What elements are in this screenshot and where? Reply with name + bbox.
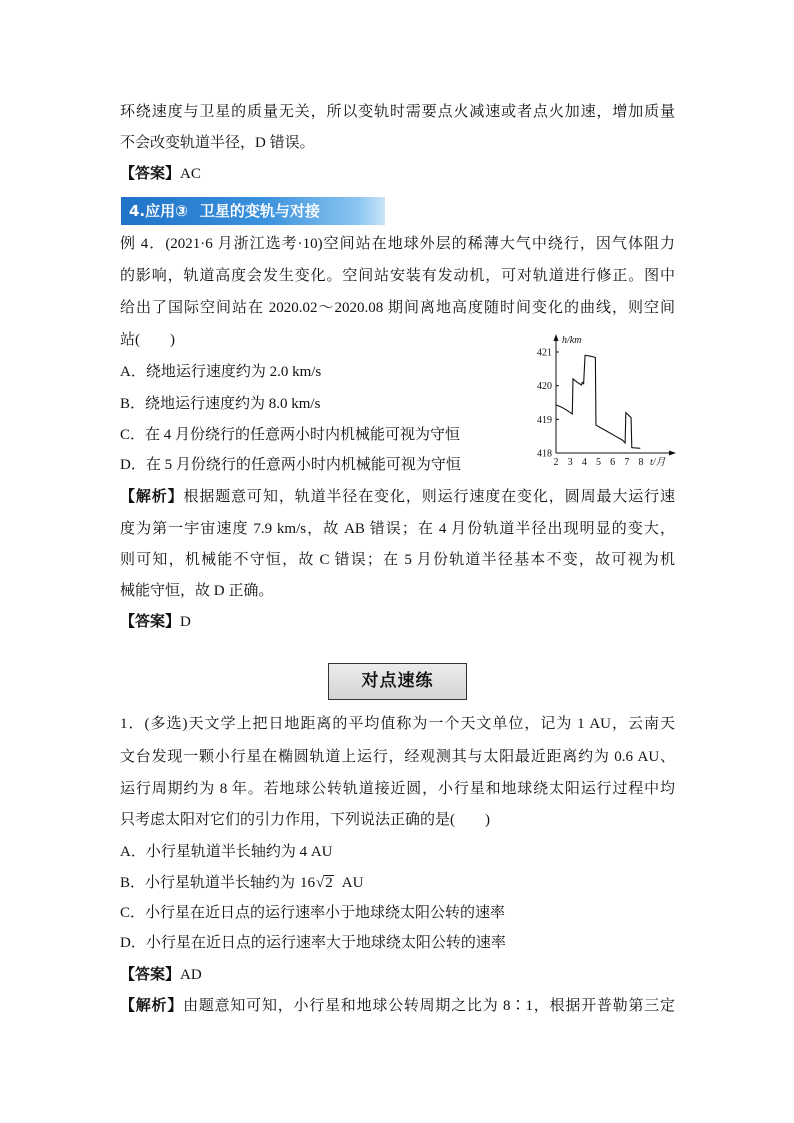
section-banner-label: 4.应用③ <box>129 202 188 220</box>
question1-analysis-line <box>120 995 675 1017</box>
option-text: D．小行星在近日点的运行速率大于地球绕太阳公转的速率 <box>120 935 506 951</box>
option-text: D．在 5 月份绕行的任意两小时内机械能可视为守恒 <box>120 457 461 473</box>
example4-stem-line <box>120 233 675 255</box>
example4-answer <box>120 611 675 633</box>
question1-stem-line <box>120 746 675 768</box>
math-coefficient: 16 <box>300 875 316 891</box>
x-tick-label: 3 <box>567 457 573 468</box>
question1-stem-line <box>120 713 675 735</box>
text-line: 不会改变轨道半径，D 错误。 <box>120 135 315 151</box>
x-tick-label: 5 <box>596 457 601 468</box>
example4-analysis-line <box>120 580 675 602</box>
answer-value: AC <box>180 166 201 182</box>
text-line: 运行周期约为 8 年。若地球公转轨道接近圆，小行星和地球绕太阳运行过程中均 <box>120 781 675 797</box>
altitude-series-line <box>556 355 640 448</box>
example4-analysis-line <box>120 486 675 508</box>
square-root-sign: √ <box>316 875 325 891</box>
text-line: 1．(多选)天文学上把日地距离的平均值称为一个天文单位，记为 1 AU，云南天 <box>120 716 675 732</box>
y-tick-label: 419 <box>537 414 552 426</box>
answer-value: D <box>180 614 191 630</box>
option-text: B．绕地运行速度约为 8.0 km/s <box>120 396 321 412</box>
text-line: 械能守恒，故 D 正确。 <box>120 583 274 599</box>
question1-stem-line <box>120 778 675 800</box>
section-banner-title: 卫星的变轨与对接 <box>199 202 320 220</box>
section-banner <box>121 197 385 225</box>
option-text: C．小行星在近日点的运行速率小于地球绕太阳公转的速率 <box>120 905 506 921</box>
example4-stem-line <box>120 265 675 287</box>
previous-solution-line <box>120 132 675 154</box>
y-axis-label: h/km <box>562 335 582 346</box>
math-radicand: 2 <box>325 875 333 891</box>
x-tick-label: 2 <box>553 457 559 468</box>
text-line: 站( ) <box>120 332 175 348</box>
altitude-chart <box>525 328 680 473</box>
analysis-label: 【解析】 <box>120 998 184 1014</box>
y-tick-label: 421 <box>537 347 552 359</box>
y-axis-arrow <box>554 334 559 341</box>
answer-label: 【答案】 <box>120 614 181 630</box>
example4-analysis-line <box>120 518 675 540</box>
question1-option-c <box>120 902 675 924</box>
x-tick-label: 8 <box>638 457 644 468</box>
answer-label: 【答案】 <box>120 166 181 182</box>
answer-label: 【答案】 <box>120 967 181 983</box>
example4-stem-line <box>120 297 675 319</box>
practice-section-title: 对点速练 <box>328 663 467 700</box>
text-line: 则可知，机械能不守恒，故 C 错误；在 5 月份轨道半径基本不变，故可视为机 <box>120 552 675 568</box>
analysis-label: 【解析】 <box>120 489 184 505</box>
question1-option-b <box>120 872 675 894</box>
y-tick-label: 418 <box>537 448 552 460</box>
text-line: 只考虑太阳对它们的引力作用，下列说法正确的是( ) <box>120 812 490 828</box>
question1-option-a <box>120 841 675 863</box>
text-line: 文台发现一颗小行星在椭圆轨道上运行，经观测其与太阳最近距离约为 0.6 AU、 <box>120 749 675 765</box>
question1-stem-line <box>120 809 675 831</box>
y-tick-label: 420 <box>537 381 552 393</box>
question1-option-d <box>120 932 675 954</box>
x-tick-label: 7 <box>624 457 630 468</box>
option-text: B．小行星轨道半长轴约为 <box>120 875 296 891</box>
option-text: A．绕地运行速度约为 2.0 km/s <box>120 364 322 380</box>
math-unit: AU <box>341 875 364 891</box>
x-axis-arrow <box>669 451 676 456</box>
chart-marks <box>537 348 644 469</box>
previous-solution-line <box>120 101 675 123</box>
example4-analysis-line <box>120 549 675 571</box>
option-text: C．在 4 月份绕行的任意两小时内机械能可视为守恒 <box>120 427 461 443</box>
question1-answer <box>120 964 675 986</box>
answer-value: AD <box>180 967 202 983</box>
text-line: 给出了国际空间站在 2020.02～2020.08 期间离地高度随时间变化的曲线，则空间 <box>120 300 675 316</box>
x-axis-label: t/月 <box>650 457 666 468</box>
text-line: 环绕速度与卫星的质量无关，所以变轨时需要点火减速或者点火加速，增加质量 <box>120 104 675 120</box>
previous-answer <box>120 163 675 185</box>
altitude-chart-svg <box>525 328 680 473</box>
text-line: 度为第一宇宙速度 7.9 km/s，故 AB 错误；在 4 月份轨道半径出现明显的变大， <box>120 521 675 537</box>
x-tick-label: 6 <box>610 457 616 468</box>
text-line: 例 4．(2021·6 月浙江选考·10)空间站在地球外层的稀薄大气中绕行，因气体阻力 <box>120 236 675 252</box>
text-line: 的影响，轨道高度会发生变化。空间站安装有发动机，可对轨道进行修正。图中 <box>120 268 675 284</box>
text-line: 根据题意可知，轨道半径在变化，则运行速度在变化，圆周最大运行速 <box>183 489 675 505</box>
text-line: 由题意知可知，小行星和地球公转周期之比为 8∶1，根据开普勒第三定 <box>183 998 675 1014</box>
x-tick-label: 4 <box>581 457 587 468</box>
option-text: A．小行星轨道半长轴约为 4 AU <box>120 844 333 860</box>
